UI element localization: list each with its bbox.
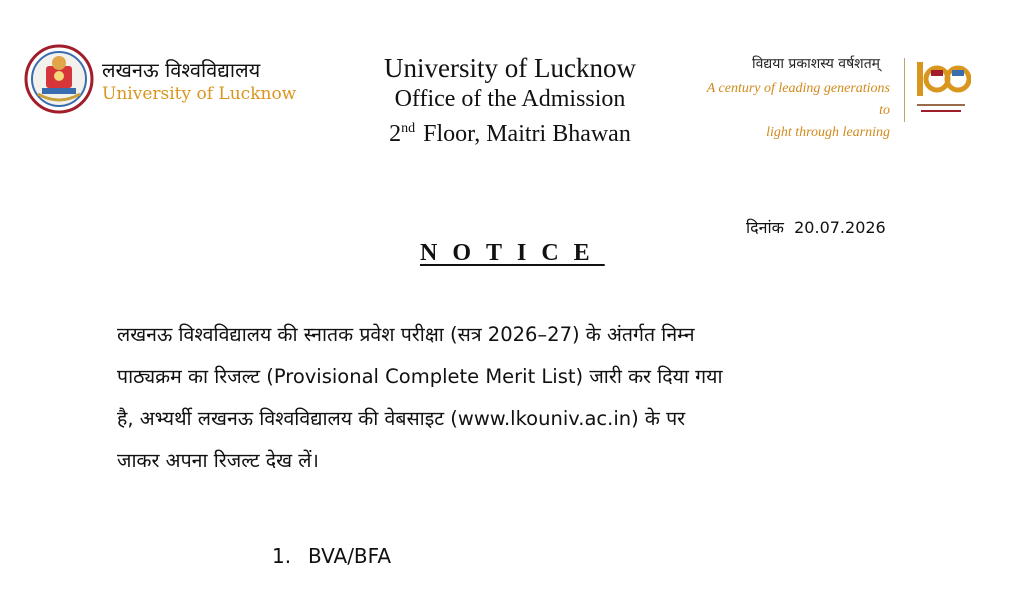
office-header (300, 52, 720, 149)
notice-body-line: लखनऊ विश्वविद्यालय की स्नातक प्रवेश परीक्षा (सत्र 2026–27) के अंतर्गत निम्न (117, 323, 695, 346)
notice-body-line: है, अभ्यर्थी लखनऊ विश्वविद्यालय की वेबसाइट (www.lkouniv.ac.in) के पर (117, 407, 686, 430)
notice-date (746, 216, 886, 238)
notice-body (117, 314, 917, 482)
notice-title: NOTICE (420, 240, 605, 266)
floor-number: 2 (389, 121, 402, 147)
notice-body-line: जाकर अपना रिजल्ट देख लें। (117, 449, 319, 472)
university-name-hindi: लखनऊ विश्वविद्यालय (102, 58, 261, 82)
motto-english-line2: light through learning (766, 125, 890, 140)
date-label: दिनांक (746, 218, 784, 237)
motto-english (706, 78, 890, 144)
logo-divider (904, 58, 905, 122)
date-value: 20.07.2026 (794, 218, 886, 237)
floor-rest: Floor, Maitri Bhawan (423, 121, 631, 147)
header-office: Office of the Admission (394, 86, 626, 112)
header-university: University of Lucknow (384, 53, 636, 83)
university-crest-icon (24, 44, 94, 114)
notice-body-line: पाठ्यक्रम का रिजल्ट (Provisional Complete Merit List) जारी कर दिया गया (117, 365, 723, 388)
floor-suffix: nd (401, 121, 416, 136)
course-number: 1. (272, 544, 292, 568)
centenary-100-logo-icon (911, 56, 971, 122)
header-address (300, 114, 720, 149)
motto-english-line1: A century of leading generations to (706, 81, 890, 118)
university-name-english: University of Lucknow (102, 84, 297, 104)
course-name: BVA/BFA (308, 544, 391, 568)
motto-hindi: विद्यया प्रकाशस्य वर्षशतम् (752, 56, 881, 72)
course-list-item (272, 544, 391, 568)
